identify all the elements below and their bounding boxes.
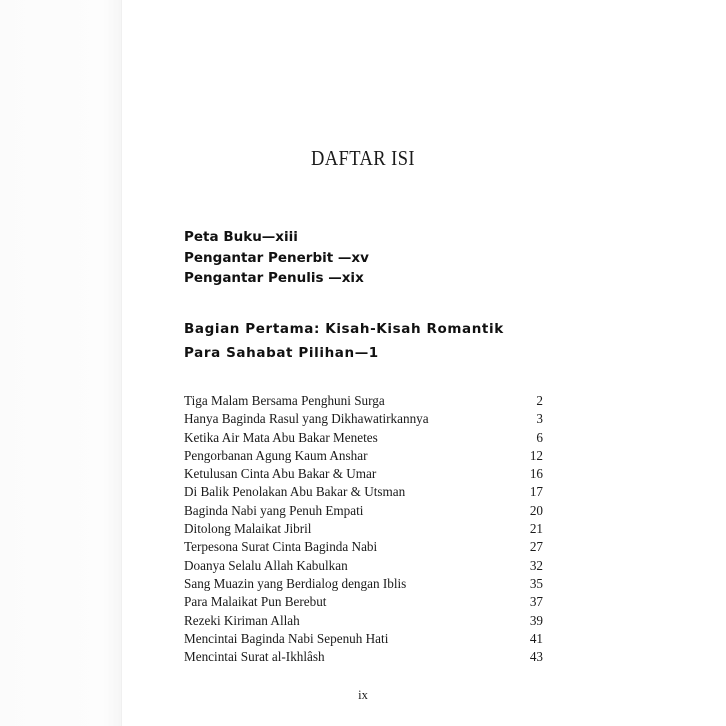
toc-entry-title: Pengorbanan Agung Kaum Anshar: [184, 447, 368, 463]
toc-entry-page: 17: [529, 484, 543, 500]
toc-entry: [184, 410, 543, 428]
toc-entry-page: 3: [536, 411, 543, 427]
toc-entry: [184, 593, 543, 611]
toc-entry-title: Doanya Selalu Allah Kabulkan: [184, 557, 348, 573]
part-heading: [184, 318, 504, 365]
toc-entry: [184, 557, 543, 575]
toc-entry-title: Baginda Nabi yang Penuh Empati: [184, 502, 364, 518]
page-title: DAFTAR ISI: [310, 146, 416, 170]
front-matter-list: [184, 227, 369, 289]
toc-entry: [184, 465, 543, 483]
toc-entry: [184, 612, 543, 630]
toc-entry-page: 16: [529, 466, 543, 482]
toc-entry-page: 6: [536, 429, 543, 445]
toc-entry-title: Ketulusan Cinta Abu Bakar & Umar: [184, 466, 377, 482]
toc-entry-title: Di Balik Penolakan Abu Bakar & Utsman: [184, 484, 406, 500]
toc-entry-title: Terpesona Surat Cinta Baginda Nabi: [184, 539, 378, 555]
toc-entry: [184, 575, 543, 593]
toc-entry: [184, 392, 543, 410]
part-heading-line: Para Sahabat Pilihan—1: [184, 344, 379, 361]
toc-entry-page: 35: [529, 575, 543, 591]
toc-entry-page: 27: [529, 539, 543, 555]
toc-entry: [184, 429, 543, 447]
toc-entry-page: 43: [529, 649, 543, 665]
page-gutter: [0, 0, 122, 726]
toc-entry-title: Hanya Baginda Rasul yang Dikhawatirkannya: [184, 411, 429, 427]
front-matter-item: Pengantar Penulis —xix: [184, 270, 364, 286]
toc-entry-page: 21: [529, 521, 543, 537]
front-matter-item: Pengantar Penerbit —xv: [184, 249, 369, 266]
toc-entry: [184, 538, 543, 556]
toc-entry: [184, 447, 543, 465]
toc-entry-page: 37: [529, 594, 543, 610]
toc-entry-title: Sang Muazin yang Berdialog dengan Iblis: [184, 575, 407, 591]
toc-entry-page: 20: [529, 502, 543, 518]
toc-entry-page: 2: [536, 393, 543, 408]
toc-entry-title: Mencintai Surat al-Ikhlâsh: [184, 649, 325, 665]
page-number: ix: [358, 688, 368, 702]
toc-entry-page: 32: [529, 557, 543, 573]
part-heading-line: Bagian Pertama: Kisah-Kisah Romantik: [184, 321, 504, 337]
toc-entry-page: 39: [529, 612, 543, 628]
toc-entry-page: 41: [529, 630, 543, 646]
toc-list: [184, 392, 543, 666]
toc-entry: [184, 630, 543, 648]
toc-entry: [184, 520, 543, 538]
toc-entry: [184, 648, 543, 666]
toc-entry: [184, 483, 543, 501]
toc-entry-page: 12: [529, 447, 543, 463]
toc-entry: [184, 502, 543, 520]
toc-entry-title: Mencintai Baginda Nabi Sepenuh Hati: [184, 630, 389, 646]
toc-entry-title: Para Malaikat Pun Berebut: [184, 594, 327, 610]
front-matter-item: Peta Buku—xiii: [184, 229, 298, 245]
toc-entry-title: Ketika Air Mata Abu Bakar Menetes: [184, 429, 378, 445]
toc-entry-title: Rezeki Kiriman Allah: [184, 612, 300, 628]
toc-entry-title: Tiga Malam Bersama Penghuni Surga: [184, 393, 385, 408]
toc-entry-title: Ditolong Malaikat Jibril: [184, 521, 312, 537]
